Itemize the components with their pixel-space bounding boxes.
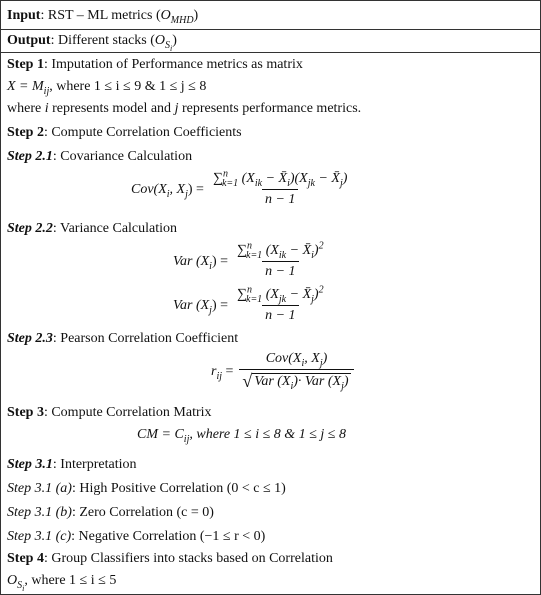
step4-label: Step 4: [7, 551, 44, 566]
output-label: Output: [7, 33, 51, 48]
step2-title: : Compute Correlation Coefficients: [43, 125, 242, 140]
divider: [1, 52, 540, 53]
variance-i-equation: Var $(X_i)$ = $\frac{\sum^n_{k=1} (X_{ik} - X̄_i)^2}{n - 1}$: [173, 240, 324, 279]
step31-label: Step 3.1: [7, 457, 53, 472]
step4-equation: $O_{S_i}$, where 1 ≤ i ≤ 5: [7, 573, 117, 593]
step22-title: : Variance Calculation: [52, 221, 178, 236]
input-subscript: MHD: [170, 14, 194, 26]
step31a-line: [7, 481, 286, 497]
step31c-title: : Negative Correlation (−1 ≤ r < 0): [71, 529, 266, 544]
step1-heading: [7, 57, 303, 73]
step31b-label: Step 3.1 (b): [7, 505, 72, 520]
step31c-line: [7, 529, 265, 545]
step31b-line: [7, 505, 214, 521]
output-text: : Different stacks (: [50, 33, 155, 48]
output-close: ): [172, 33, 177, 48]
step3-label: Step 3: [7, 405, 44, 420]
step23-heading: [7, 331, 238, 347]
divider: [1, 29, 540, 30]
input-close: ): [193, 8, 199, 23]
covariance-equation: $Cov(X_i$, $X_j$) = $\frac{\sum^n_{k=1} (X_{ik} - X̄_i)(X_{jk} - X̄_j)}{n - 1}$: [131, 171, 350, 208]
covariance-fraction: $\frac{\sum^n_{k=1} (X_{ik} - X̄_i)(X_{jk} - X̄_j)}{n - 1}$: [212, 168, 348, 207]
step4-title: : Group Classifiers into stacks based on Correlation: [43, 551, 333, 566]
step31a-label: Step 3.1 (a): [7, 481, 72, 496]
output-subscript: Si: [165, 39, 173, 53]
step21-title: : Covariance Calculation: [52, 149, 193, 164]
variance-j-equation: Var $(X_j)$ = $\frac{\sum^n_{k=1} (X_{jk} - X̄_j)^2}{n - 1}$: [173, 284, 324, 323]
pearson-equation: $r_{ij}$ = $Cov(X_i$, $X_j$) √ Var $(X_i)\cdot$ Var $(X_j)$: [211, 351, 354, 392]
step1-label: Step 1: [7, 57, 44, 72]
step31-title: : Interpretation: [52, 457, 137, 472]
step21-label: Step 2.1: [7, 149, 53, 164]
step31-heading: [7, 457, 136, 473]
step23-label: Step 2.3: [7, 331, 53, 346]
step1-description: where i represents model and j represents performance metrics.: [7, 101, 362, 116]
step22-label: Step 2.2: [7, 221, 53, 236]
step1-title: : Imputation of Performance metrics as matrix: [43, 57, 303, 72]
step23-title: : Pearson Correlation Coefficient: [52, 331, 239, 346]
step2-label: Step 2: [7, 125, 44, 140]
output-symbol: O: [154, 33, 166, 48]
step2-heading: [7, 125, 242, 141]
input-label: Input: [7, 8, 41, 23]
step21-heading: [7, 149, 192, 165]
step4-heading: [7, 551, 333, 567]
input-text: : RST – ML metrics (: [40, 8, 161, 23]
step31b-title: : Zero Correlation (c = 0): [71, 505, 214, 520]
step3-title: : Compute Correlation Matrix: [43, 405, 212, 420]
step1-equation: $X = M_{ij}$, where 1 ≤ i ≤ 9 & 1 ≤ j ≤ 8: [7, 79, 207, 97]
step31c-label: Step 3.1 (c): [7, 529, 72, 544]
step3-equation: CM = $C_{ij}$, where 1 ≤ i ≤ 8 & 1 ≤ j ≤ 8: [137, 427, 346, 445]
input-symbol: O: [160, 8, 171, 23]
step3-heading: [7, 405, 212, 421]
output-line: [7, 33, 177, 53]
step31a-title: : High Positive Correlation (0 < c ≤ 1): [71, 481, 286, 496]
input-line: [7, 8, 198, 24]
step22-heading: [7, 221, 177, 237]
